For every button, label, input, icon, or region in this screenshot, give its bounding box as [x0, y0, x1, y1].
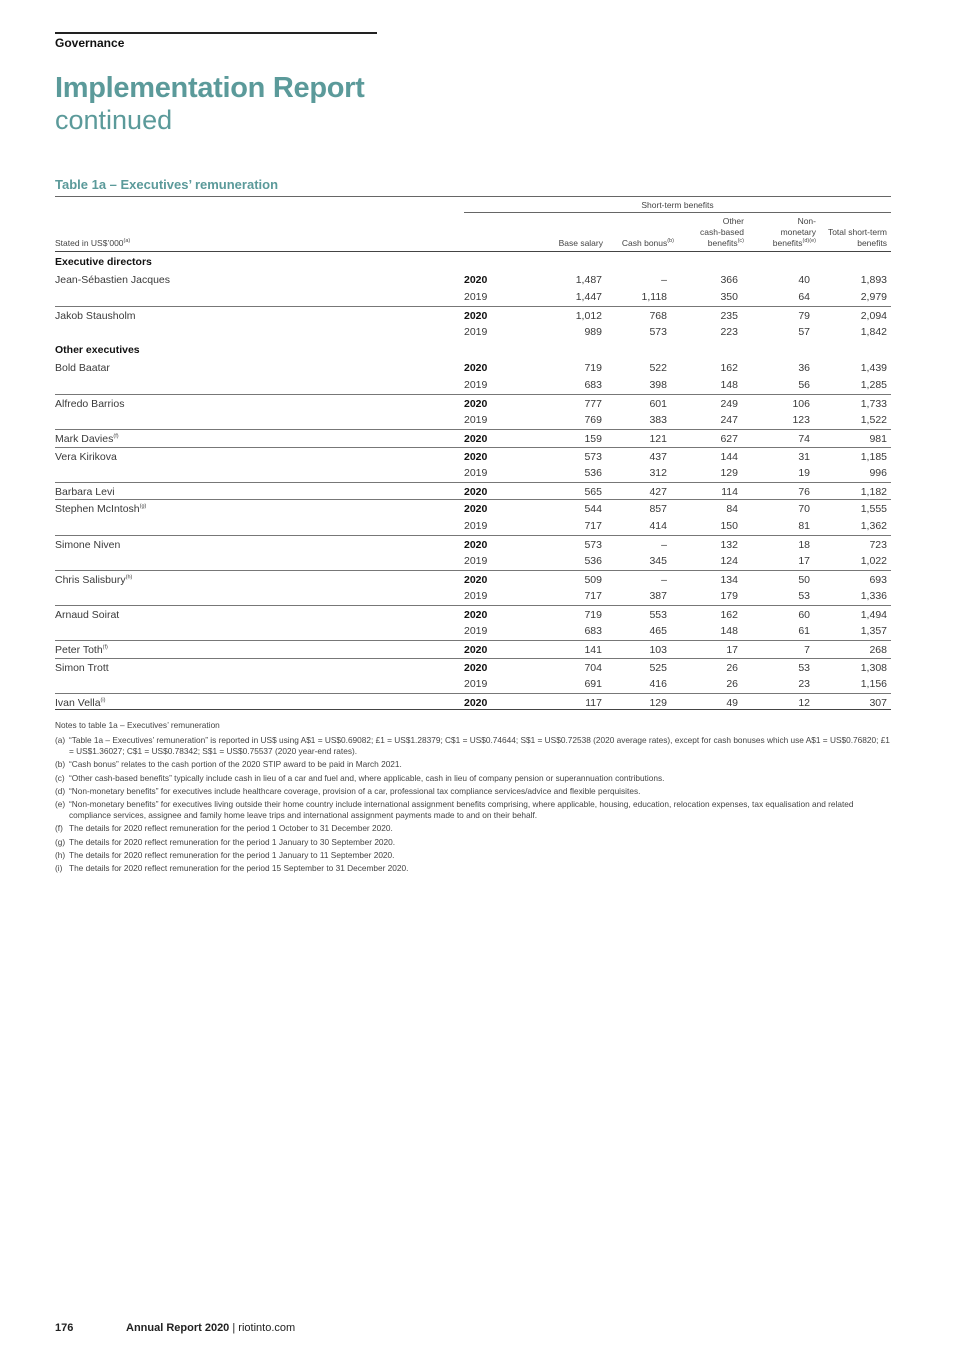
value-cell: 114 [721, 485, 738, 498]
value-cell: 437 [649, 450, 667, 463]
value-cell: 1,182 [860, 485, 887, 498]
note-label: (g) [55, 836, 66, 847]
col-header-line: benefits [772, 238, 803, 248]
name-text: Bold Baatar [55, 361, 110, 374]
value-cell: 134 [720, 573, 738, 586]
note-label: (h) [55, 850, 66, 861]
value-cell: 398 [649, 379, 667, 392]
value-cell: 691 [584, 678, 602, 691]
col-header-note: (c) [737, 238, 744, 245]
table-top-rule [55, 196, 891, 197]
note-item [55, 823, 891, 833]
value-cell: 777 [584, 397, 602, 410]
table-row [55, 587, 891, 605]
name-text: Simone Niven [55, 538, 121, 551]
value-cell: 601 [649, 397, 667, 410]
value-cell: 132 [720, 538, 738, 551]
col-header-line: Other [722, 216, 744, 226]
table-row [55, 658, 891, 676]
note-item [55, 786, 891, 796]
note-label: (d) [55, 786, 66, 797]
value-cell: 61 [798, 625, 810, 638]
value-cell: 103 [649, 644, 667, 657]
value-cell: 141 [584, 644, 602, 657]
footer-site: riotinto.com [238, 1322, 296, 1334]
note-label: (a) [55, 735, 66, 746]
table-row [55, 306, 891, 324]
value-cell: 414 [649, 519, 667, 532]
year-cell: 2020 [464, 450, 488, 463]
col-header-line: Base salary [558, 238, 603, 248]
name-text: Jakob Stausholm [55, 309, 136, 322]
note-text: “Other cash-based benefits” typically include cash in lieu of a car and fuel and, where applicable, cash in lieu of company pension or superannuation contributions. [69, 772, 665, 783]
notes-list [55, 735, 891, 873]
value-cell: 123 [792, 414, 810, 427]
executive-name [55, 310, 136, 322]
stated-in-label [55, 238, 130, 248]
name-text: Peter Toth [55, 644, 103, 657]
value-cell: 1,285 [860, 379, 887, 392]
header-rule [55, 251, 891, 252]
year-cell: 2019 [464, 555, 488, 568]
table-row [55, 552, 891, 570]
value-cell: 627 [720, 432, 738, 445]
note-text: “Non-monetary benefits” for executives include healthcare coverage, provision of a car, professional tax compliance services/advice and flexible perquisites. [69, 786, 641, 797]
year-cell: 2020 [464, 696, 488, 709]
table-row [55, 535, 891, 553]
table-row [55, 447, 891, 465]
value-cell: 23 [798, 678, 810, 691]
col-header-line: Non- [797, 216, 816, 226]
value-cell: 387 [649, 590, 667, 603]
section-label: Governance [55, 36, 125, 50]
value-cell: 268 [869, 644, 887, 657]
note-text: “Table 1a – Executives’ remuneration” is reported in US$ using A$1 = US$0.69082; £1 = US$1.28379; C$1 = US$0.74644; S$1 = US$0.72538 (2020 average rates), except for cash bonuses which use A$1 = US$0.76820; £1 = US$1.36027; C$1 = US$0.78342; S$1 = US$0.75537 (2020 year-end rates). [69, 735, 890, 756]
name-text: Stephen McIntosh [55, 503, 140, 516]
year-cell: 2020 [464, 432, 488, 445]
value-cell: 148 [720, 625, 738, 638]
value-cell: 416 [649, 678, 667, 691]
col-header-total-short-term [828, 227, 887, 249]
name-text: Mark Davies [55, 432, 114, 445]
note-text: The details for 2020 reflect remuneration for the period 1 October to 31 December 2020. [69, 823, 393, 834]
page-subtitle: continued [55, 105, 173, 135]
name-note: (f) [113, 433, 119, 440]
executive-name [55, 486, 115, 498]
value-cell: 1,447 [575, 291, 602, 304]
value-cell: 719 [584, 608, 602, 621]
value-cell: 121 [649, 432, 667, 445]
value-cell: 1,022 [860, 555, 887, 568]
name-note: (g) [139, 503, 147, 510]
name-note: (f) [102, 644, 108, 651]
executive-name [55, 609, 119, 621]
value-cell: 64 [798, 291, 810, 304]
page-number: 176 [55, 1322, 74, 1334]
value-cell: 81 [798, 519, 810, 532]
stated-in-text: Stated in US$’000 [55, 238, 124, 248]
name-text: Chris Salisbury [55, 573, 126, 586]
col-header-non-monetary-benefits [773, 216, 816, 249]
value-cell: 150 [720, 519, 738, 532]
value-cell: 1,118 [641, 291, 667, 304]
value-cell: 996 [869, 467, 887, 480]
value-cell: 465 [649, 625, 667, 638]
value-cell: 56 [798, 379, 810, 392]
value-cell: 26 [726, 661, 738, 674]
name-text: Executive directors [55, 256, 152, 268]
value-cell: 573 [649, 326, 667, 339]
value-cell: 53 [798, 661, 810, 674]
year-cell: 2020 [464, 273, 488, 286]
value-cell: 26 [726, 678, 738, 691]
table-row [55, 482, 891, 500]
note-item [55, 850, 891, 860]
table-row [55, 411, 891, 429]
value-cell: 179 [720, 590, 738, 603]
name-note: (h) [125, 574, 133, 581]
year-cell: 2019 [464, 414, 488, 427]
executive-name [55, 398, 124, 410]
col-header-line: monetary [780, 227, 816, 237]
table-row [55, 429, 891, 447]
value-cell: 1,555 [860, 503, 887, 516]
name-text: Alfredo Barrios [55, 397, 125, 410]
value-cell: 989 [584, 326, 602, 339]
value-cell: 383 [649, 414, 667, 427]
value-cell: 17 [726, 644, 738, 657]
value-cell: 18 [798, 538, 810, 551]
value-cell: 427 [649, 485, 667, 498]
value-cell: 769 [584, 414, 602, 427]
name-text: Barbara Levi [55, 485, 115, 498]
year-cell: 2019 [464, 519, 488, 532]
value-cell: 768 [649, 309, 667, 322]
year-cell: 2019 [464, 291, 488, 304]
note-label: (c) [55, 772, 65, 783]
value-cell: 129 [720, 467, 738, 480]
value-cell: 1,494 [860, 608, 887, 621]
value-cell: 106 [792, 397, 810, 410]
top-rule [55, 32, 377, 34]
executive-name [55, 697, 105, 709]
value-cell: 129 [649, 696, 667, 709]
value-cell: 544 [584, 503, 602, 516]
table-row [55, 464, 891, 482]
year-cell: 2019 [464, 467, 488, 480]
value-cell: 553 [649, 608, 667, 621]
value-cell: 1,842 [860, 326, 887, 339]
executive-name [55, 433, 119, 445]
value-cell: 36 [798, 361, 810, 374]
value-cell: 366 [720, 273, 738, 286]
name-text: Vera Kirikova [55, 450, 117, 463]
value-cell: 53 [798, 590, 810, 603]
value-cell: 509 [584, 573, 602, 586]
value-cell: 350 [720, 291, 738, 304]
value-cell: 117 [585, 696, 602, 709]
name-text: Other executives [55, 343, 140, 356]
short-term-benefits-rule [464, 212, 891, 213]
value-cell: 717 [584, 519, 602, 532]
col-header-line: Cash bonus [621, 238, 668, 248]
value-cell: 683 [584, 379, 602, 392]
table-notes [55, 720, 891, 877]
executive-name [55, 362, 110, 374]
note-item [55, 735, 891, 756]
footer-report-title: Annual Report 2020 [126, 1322, 230, 1334]
name-text: Arnaud Soirat [55, 608, 120, 621]
value-cell: – [661, 538, 667, 551]
value-cell: 683 [584, 625, 602, 638]
table-group-row [55, 253, 891, 271]
page-footer [55, 1322, 296, 1334]
value-cell: 1,012 [575, 309, 602, 322]
notes-title: Notes to table 1a – Executives’ remuneration [55, 720, 220, 730]
note-text: The details for 2020 reflect remuneration for the period 1 January to 30 September 2020. [69, 836, 396, 847]
note-label: (e) [55, 799, 66, 810]
name-text: Ivan Vella [55, 696, 101, 709]
value-cell: 1,156 [860, 678, 887, 691]
col-header-line: cash-based [700, 227, 744, 237]
year-cell: 2019 [464, 625, 488, 638]
executive-name [55, 574, 132, 586]
value-cell: 857 [649, 503, 667, 516]
year-cell: 2020 [464, 397, 488, 410]
table-row [55, 376, 891, 394]
value-cell: 525 [649, 661, 667, 674]
value-cell: 235 [720, 309, 738, 322]
value-cell: 162 [720, 361, 738, 374]
group-label [55, 344, 140, 356]
group-label [55, 256, 152, 268]
value-cell: 573 [584, 538, 602, 551]
col-header-line: benefits [857, 238, 887, 248]
value-cell: 719 [584, 361, 602, 374]
note-label: (b) [55, 759, 66, 770]
value-cell: 159 [584, 432, 602, 445]
table-row [55, 394, 891, 412]
col-header-note: (d)(e) [802, 238, 816, 245]
value-cell: 1,308 [860, 661, 887, 674]
value-cell: 565 [584, 485, 602, 498]
value-cell: 17 [798, 555, 810, 568]
value-cell: – [661, 573, 667, 586]
year-cell: 2019 [464, 379, 488, 392]
table-title: Table 1a – Executives’ remuneration [55, 177, 279, 192]
table-row [55, 323, 891, 341]
note-label: (i) [55, 863, 63, 874]
col-header-other-cash-benefits [700, 216, 744, 249]
note-text: “Cash bonus” relates to the cash portion of the 2020 STIP award to be paid in March 2021. [69, 759, 402, 770]
year-cell: 2020 [464, 503, 488, 516]
value-cell: 60 [798, 608, 810, 621]
value-cell: 522 [649, 361, 667, 374]
note-text: The details for 2020 reflect remuneration for the period 1 January to 11 September 2020. [69, 850, 395, 861]
value-cell: 84 [726, 503, 738, 516]
col-header-base-salary [559, 238, 603, 249]
note-text: The details for 2020 reflect remuneration for the period 15 September to 31 December 2020. [69, 863, 409, 874]
value-cell: 223 [720, 326, 738, 339]
value-cell: 693 [869, 573, 887, 586]
value-cell: 249 [720, 397, 738, 410]
value-cell: 50 [798, 573, 810, 586]
value-cell: 536 [584, 555, 602, 568]
value-cell: 704 [584, 661, 602, 674]
value-cell: 1,357 [860, 625, 887, 638]
value-cell: 74 [798, 432, 810, 445]
value-cell: 1,362 [860, 519, 887, 532]
executive-name [55, 644, 108, 656]
table-row [55, 675, 891, 693]
value-cell: 162 [720, 608, 738, 621]
value-cell: 1,185 [860, 450, 887, 463]
value-cell: 19 [798, 467, 810, 480]
value-cell: 1,487 [575, 273, 602, 286]
executive-name [55, 503, 146, 515]
value-cell: 79 [798, 309, 810, 322]
footer-report [126, 1322, 295, 1334]
name-note: (i) [100, 697, 106, 704]
value-cell: 717 [584, 590, 602, 603]
value-cell: 40 [798, 273, 810, 286]
col-header-line: Total short-term [827, 227, 887, 237]
short-term-benefits-header: Short-term benefits [641, 200, 714, 210]
executive-name [55, 662, 109, 674]
value-cell: 1,893 [860, 273, 887, 286]
note-item [55, 863, 891, 873]
value-cell: 536 [584, 467, 602, 480]
value-cell: 247 [720, 414, 738, 427]
value-cell: 2,094 [860, 309, 887, 322]
value-cell: 148 [720, 379, 738, 392]
year-cell: 2020 [464, 309, 488, 322]
value-cell: 1,522 [860, 414, 887, 427]
table-row [55, 605, 891, 623]
value-cell: 1,439 [860, 361, 887, 374]
table-row [55, 288, 891, 306]
stated-in-note: (a) [123, 238, 131, 245]
year-cell: 2020 [464, 661, 488, 674]
year-cell: 2020 [464, 644, 488, 657]
value-cell: 2,979 [860, 291, 887, 304]
value-cell: 124 [720, 555, 738, 568]
executive-name [55, 539, 120, 551]
executive-name [55, 451, 117, 463]
year-cell: 2020 [464, 538, 488, 551]
name-text: Jean-Sébastien Jacques [55, 273, 170, 286]
value-cell: 144 [720, 450, 738, 463]
table-group-row [55, 341, 891, 359]
footer-separator: | [232, 1322, 236, 1334]
note-item [55, 759, 891, 769]
page-title: Implementation Report [55, 72, 365, 104]
note-text: “Non-monetary benefits” for executives living outside their home country include international assignment benefits comprising, where applicable, housing, education, relocation expenses, tax equalisation and related compliance services, assignee and family home leave trips and international assignment payments made to and on their behalf. [69, 799, 854, 820]
table-row [55, 499, 891, 517]
executive-name [55, 274, 170, 286]
value-cell: – [661, 273, 667, 286]
value-cell: 312 [649, 467, 667, 480]
note-item [55, 773, 891, 783]
value-cell: 70 [798, 503, 810, 516]
table-row [55, 640, 891, 658]
value-cell: 981 [869, 432, 887, 445]
col-header-note: (b) [667, 238, 674, 245]
year-cell: 2020 [464, 485, 488, 498]
table-row [55, 517, 891, 535]
value-cell: 12 [798, 696, 810, 709]
value-cell: 57 [798, 326, 810, 339]
col-header-cash-bonus [622, 238, 674, 249]
col-header-line: benefits [707, 238, 738, 248]
table-row [55, 359, 891, 377]
remuneration-table-body [55, 253, 891, 710]
note-item [55, 837, 891, 847]
year-cell: 2020 [464, 573, 488, 586]
value-cell: 76 [798, 485, 810, 498]
year-cell: 2020 [464, 608, 488, 621]
value-cell: 31 [798, 450, 810, 463]
year-cell: 2019 [464, 590, 488, 603]
year-cell: 2020 [464, 361, 488, 374]
table-row [55, 570, 891, 588]
name-text: Simon Trott [55, 661, 109, 674]
table-row [55, 693, 891, 711]
value-cell: 723 [869, 538, 887, 551]
year-cell: 2019 [464, 326, 488, 339]
value-cell: 573 [584, 450, 602, 463]
table-row [55, 271, 891, 289]
value-cell: 1,733 [860, 397, 887, 410]
table-row [55, 622, 891, 640]
value-cell: 307 [869, 696, 887, 709]
note-item [55, 799, 891, 820]
value-cell: 1,336 [860, 590, 887, 603]
value-cell: 7 [804, 644, 810, 657]
value-cell: 345 [649, 555, 667, 568]
note-label: (f) [55, 823, 63, 834]
value-cell: 49 [726, 696, 738, 709]
year-cell: 2019 [464, 678, 488, 691]
